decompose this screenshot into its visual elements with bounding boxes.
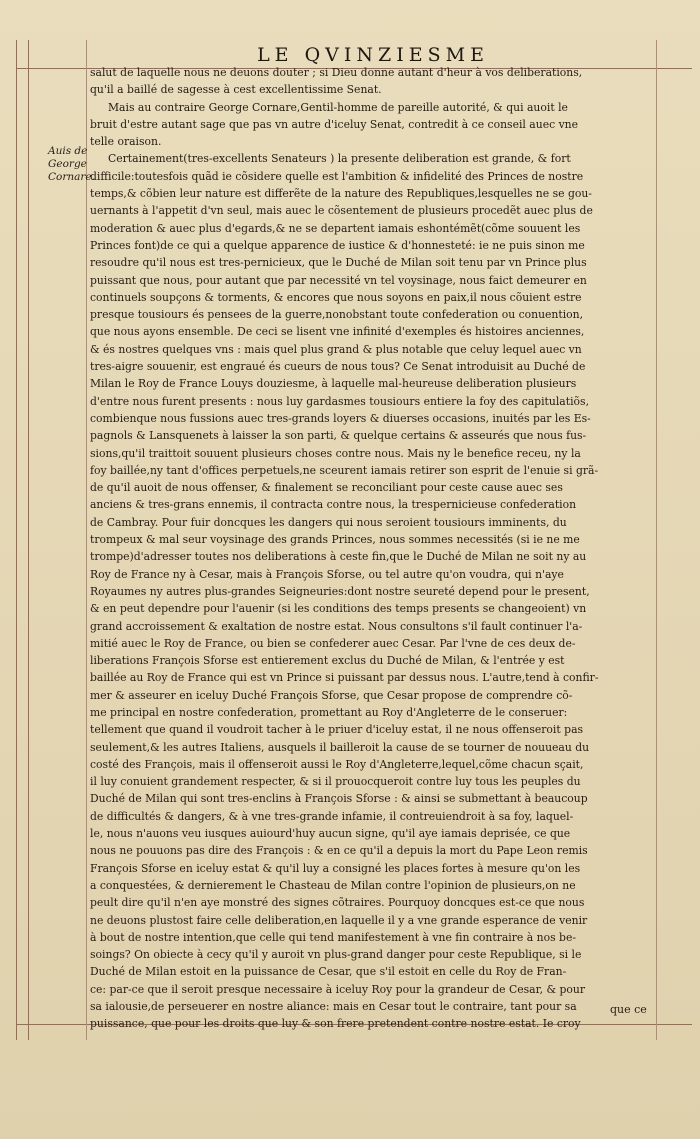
text-line: Milan le Roy de France Louys douziesme, à laquelle mal-heureuse deliberation plusieurs [90,377,577,391]
text-line: temps,& cõbien leur nature est differẽte de la nature des Republiques,lesquelles ne se gou- [90,187,592,201]
text-line: Roy de France ny à Cesar, mais à François Sforse, ou tel autre qu'on voudra, qui n'aye [90,567,564,581]
text-line: puissance, que pour les droits que luy & son frere pretendent contre nostre estat. Ie croy [90,1017,581,1031]
text-line: sa ialousie,de perseuerer en nostre aliance: mais en Cesar tout le contraire, tant pour sa [90,1000,577,1014]
frame-rule-left-outer [16,40,17,1040]
text-line: Duché de Milan estoit en la puissance de Cesar, que s'il estoit en celle du Roy de Fran- [90,965,567,979]
text-line: bruit d'estre autant sage que pas vn autre d'iceluy Senat, contredit à ce conseil auec vne [90,117,579,131]
text-line: il luy conuient grandement respecter, & si il prouocqueroit contre luy tous les peuples du [90,775,581,789]
text-line: combienque nous fussions auec tres-grands loyers & diuerses occasions, inuités par les Es- [90,411,591,425]
text-line: Mais au contraire George Cornare,Gentil-homme de pareille autorité, & qui auoit le [108,100,568,114]
text-line: presque tousiours és pensees de la guerre,nonobstant toute confederation ou conuention, [90,308,584,322]
text-line: foy baillée,ny tant d'offices perpetuels,ne sceurent iamais retirer son esprit de l'enuie si grã- [90,463,599,477]
text-line: pagnols & Lansquenets à laisser la son parti, & quelque certains & asseurés que nous fus- [90,429,587,443]
text-line: à bout de nostre intention,que celle qui tend manifestement à vne fin contraire à nos be- [90,930,576,944]
text-line: difficile:toutesfois quãd ie cõsidere quelle est l'ambition & infidelité des Princes de nostre [90,169,584,183]
frame-rule-right [656,40,657,1040]
text-line: uernants à l'appetit d'vn seul, mais auec le cõsentement de plusieurs procedẽt auec plus de [90,204,593,218]
text-line: que nous ayons ensemble. De ceci se lisent vne infinité d'exemples és histoires anciennes, [90,325,585,339]
text-line: continuels soupçons & torments, & encores que nous soyons en paix,il nous cõuient estre [90,290,582,304]
text-line: Certainement(tres-excellents Senateurs ) la presente deliberation est grande, & fort [108,152,571,166]
text-line: qu'il a baillé de sagesse à cest excellentissime Senat. [90,83,382,97]
text-line: trompe)d'adresser toutes nos deliberations à ceste fin,que le Duché de Milan ne soit ny au [90,550,587,564]
frame-rule-margin [86,40,87,1040]
text-line: peult dire qu'il n'en aye monstré des signes cõtraires. Pourquoy doncques est-ce que nous [90,896,585,910]
text-line: de difficultés & dangers, & à vne tres-grande infamie, il contreuiendroit à sa foy, laquel- [90,809,574,823]
text-line: tellement que quand il voudroit tacher à le priuer d'iceluy estat, il ne nous offenseroit pas [90,723,584,737]
text-line: sions,qu'il traittoit souuent plusieurs choses contre nous. Mais ny le benefice receu, ny la [90,446,581,460]
text-line: François Sforse en iceluy estat & qu'il luy a consigné les places fortes à mesure qu'on les [90,861,581,875]
text-line: seulement,& les autres Italiens, ausquels il bailleroit la cause de se tourner de nouueau du [90,740,590,754]
margin-note-line: Cornare. [48,171,95,183]
text-line: tres-aigre souuenir, est engraué és cueurs de nous tous? Ce Senat introduisit au Duché de [90,360,586,374]
text-line: costé des François, mais il offenseroit aussi le Roy d'Angleterre,lequel,cõme chacun sçait, [90,757,584,771]
text-line: de qu'il auoit de nous offenser, & finalement se reconciliant pour ceste cause auec ses [90,481,563,495]
text-line: ne deuons plustost faire celle deliberation,en laquelle il y a vne grande esperance de venir [90,913,588,927]
text-line: Princes font)de ce qui a quelque apparence de iustice & d'honnesteté: ie ne puis sinon me [90,238,585,252]
text-line: baillée au Roy de France qui est vn Prince si puissant par dessus nous. L'autre,tend à confir- [90,671,599,685]
text-line: mitié auec le Roy de France, ou bien se confederer auec Cesar. Par l'vne de ces deux de- [90,636,576,650]
text-line: salut de laquelle nous ne deuons douter ; si Dieu donne autant d'heur à vos deliberations, [90,66,583,79]
text-line: grand accroissement & exaltation de nostre estat. Nous consultons s'il fault continuer l'a- [90,619,583,633]
margin-note-line: George [48,158,87,170]
catchword: que ce [610,1003,647,1016]
frame-rule-left-inner [28,40,29,1040]
text-line: moderation & auec plus d'egards,& ne se departent iamais eshontémẽt(cõme souuent les [90,221,581,235]
text-line: resoudre qu'il nous est tres-pernicieux, que le Duché de Milan soit tenu par vn Prince plus [90,256,587,270]
margin-note-line: Auis de [48,145,88,157]
text-line: Royaumes ny autres plus-grandes Seigneuries:dont nostre seureté depend pour le present, [90,584,590,598]
text-line: d'entre nous furent presents : nous luy gardasmes tousiours entiere la foy des capitulatiõs, [90,394,589,408]
text-line: nous ne pouuons pas dire des François : & en ce qu'il a depuis la mort du Pape Leon remis [90,844,588,858]
text-line: & en peut dependre pour l'auenir (si les conditions des temps presents se changeoient) vn [90,602,587,616]
text-line: ce: par-ce que il seroit presque necessaire à iceluy Roy pour la grandeur de Cesar, & pour [90,982,586,996]
text-line: me principal en nostre confederation, promettant au Roy d'Angleterre de le conseruer: [90,705,568,719]
text-line: puissant que nous, pour autant que par necessité vn tel voysinage, nous faict demeurer en [90,273,587,287]
text-line: soings? On obiecte à cecy qu'il y auroit vn plus-grand danger pour ceste Republique, si le [90,948,582,962]
text-line: trompeux & mal seur voysinage des grands Princes, nous sommes necessités (si ie ne me [90,533,580,547]
text-line: liberations François Sforse est entierement exclus du Duché de Milan, & l'entrée y est [90,654,565,668]
body-text [90,64,652,1033]
text-line: & és nostres quelques vns : mais quel plus grand & plus notable que celuy lequel auec vn [90,342,582,356]
text-line: telle oraison. [90,135,162,149]
running-head: LE QVINZIESME [257,44,489,66]
text-line: le, nous n'auons veu iusques auiourd'huy aucun signe, qu'il aye iamais deprisée, ce que [90,827,571,841]
text-line: a conquestées, & dernierement le Chasteau de Milan contre l'opinion de plusieurs,on ne [90,878,576,892]
text-line: mer & asseurer en iceluy Duché François Sforse, que Cesar propose de comprendre cõ- [90,688,573,702]
text-line: de Cambray. Pour fuir doncques les dangers qui nous seroient tousiours imminents, du [90,515,567,529]
text-line: Duché de Milan qui sont tres-enclins à François Sforse : & ainsi se submettant à beaucoup [90,792,588,806]
text-line: anciens & tres-grans ennemis, il contracta contre nous, la trespernicieuse confederation [90,498,577,512]
